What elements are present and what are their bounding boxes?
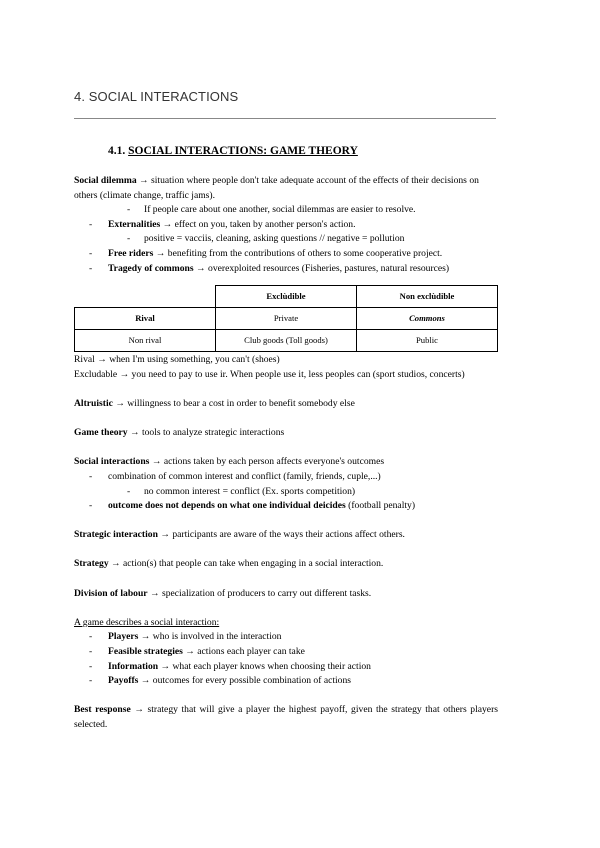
term: Payoffs [108, 675, 139, 687]
section-name: SOCIAL INTERACTIONS: GAME THEORY [128, 145, 358, 157]
list-item [74, 630, 498, 645]
term: Excludable [74, 368, 118, 380]
definition: overexploited resources (Fisheries, pastures, natural resources) [205, 262, 450, 274]
table-cell: Public [357, 330, 498, 352]
arrow-symbol: → [129, 427, 140, 439]
term: Social interactions [74, 456, 150, 468]
list-item [74, 499, 498, 514]
definition: outcomes for every possible combination of actions [150, 675, 351, 687]
rival-definition [74, 353, 498, 368]
list-item [74, 262, 498, 277]
list-item-text: no common interest = conflict (Ex. sports competition) [144, 485, 356, 497]
chapter-title: 4. SOCIAL INTERACTIONS [74, 89, 239, 104]
arrow-symbol: → [160, 529, 170, 541]
list-item-text: positive = vacciis, cleaning, asking questions // negative = pollution [144, 233, 405, 245]
arrow-symbol: → [119, 368, 130, 380]
table-cell: Club goods (Toll goods) [216, 330, 357, 352]
list-item [74, 660, 498, 675]
definition: actions taken by each person affects everyone's outcomes [161, 456, 385, 468]
definition: who is involved in the interaction [150, 631, 282, 643]
bullet-dash: - [127, 485, 131, 497]
social-interactions-definition [74, 455, 498, 470]
arrow-symbol: → [149, 587, 160, 599]
term: Players [108, 631, 139, 643]
definition: you need to pay to use ir. When people use it, less peoples can (sport studios, concerts) [129, 368, 465, 380]
bullet-dash: - [89, 470, 93, 482]
list-item [74, 674, 498, 689]
table-header-row [75, 286, 498, 308]
table-cell: Commons [357, 308, 498, 330]
arrow-symbol: → [196, 262, 206, 274]
bullet-dash: - [127, 233, 131, 245]
term: Strategic interaction [74, 529, 158, 541]
arrow-symbol: → [160, 660, 171, 672]
definition: actions each player can take [194, 646, 305, 658]
table-cell: Private [216, 308, 357, 330]
list-item [74, 470, 498, 485]
term: Feasible strategies [108, 646, 183, 658]
document-body [74, 174, 498, 733]
arrow-symbol: → [185, 646, 195, 658]
arrow-symbol: → [140, 631, 151, 643]
arrow-symbol: → [155, 247, 166, 259]
goods-classification-table [74, 285, 498, 352]
social-dilemma-definition [74, 174, 498, 203]
term: Game theory [74, 427, 128, 439]
altruistic-definition [74, 397, 498, 412]
list-item [74, 203, 498, 218]
arrow-symbol: → [140, 675, 151, 687]
list-item [74, 485, 498, 500]
definition: tools to analyze strategic interactions [139, 427, 285, 439]
arrow-symbol: → [111, 558, 121, 570]
section-title [108, 145, 358, 157]
arrow-symbol: → [134, 704, 144, 716]
arrow-symbol: → [139, 175, 149, 186]
term: Division of labour [74, 587, 148, 599]
bullet-dash: - [89, 660, 93, 672]
term: Best response [74, 704, 131, 716]
game-theory-definition [74, 426, 498, 441]
table-row-header: Rival [75, 308, 216, 330]
list-item [74, 232, 498, 247]
bullet-dash: - [89, 500, 93, 512]
term: Externalities [108, 218, 161, 230]
list-item [74, 247, 498, 262]
definition: effect on you, taken by another person's action. [172, 218, 356, 230]
table-row [75, 308, 498, 330]
list-item [74, 645, 498, 660]
arrow-symbol: → [97, 354, 107, 366]
strategic-interaction-definition [74, 528, 498, 543]
table-header-cell: Exclùdible [216, 286, 357, 308]
best-response-definition [74, 703, 498, 732]
definition: strategy that will give a player the highest payoff, given the strategy that others players selected. [74, 704, 498, 730]
term: Free riders [108, 247, 154, 259]
bullet-dash: - [89, 262, 93, 274]
list-item-bold-text: outcome does not depends on what one individual deicides [108, 500, 346, 512]
table-header-cell: Non exclùdible [357, 286, 498, 308]
definition: participants are aware of the ways their actions affect others. [169, 529, 405, 541]
table-row [75, 330, 498, 352]
table-row-header: Non rival [75, 330, 216, 352]
term: Tragedy of commons [108, 262, 194, 274]
strategy-definition [74, 557, 498, 572]
list-item-text: combination of common interest and conflict (family, friends, cuple,...) [108, 470, 381, 482]
list-item-text: (football penalty) [345, 500, 416, 512]
section-number: 4.1. [108, 145, 126, 157]
table-corner-cell [75, 286, 216, 308]
arrow-symbol: → [115, 397, 125, 409]
bullet-dash: - [89, 646, 93, 658]
term: Strategy [74, 558, 109, 570]
term: Altruistic [74, 397, 113, 409]
definition: when I'm using something, you can't (shoes) [106, 354, 280, 366]
arrow-symbol: → [162, 218, 173, 230]
arrow-symbol: → [151, 456, 162, 468]
bullet-dash: - [89, 218, 93, 230]
list-item [74, 218, 498, 233]
division-of-labour-definition [74, 587, 498, 602]
definition: benefiting from the contributions of others to some cooperative project. [165, 247, 443, 259]
bullet-dash: - [89, 631, 93, 643]
definition: situation where people don't take adequate account of the effects of their decisions on others (climate change, traffic jams). [74, 175, 479, 201]
definition: what each player knows when choosing their action [170, 660, 371, 672]
bullet-dash: - [89, 247, 93, 259]
title-divider [74, 118, 496, 119]
term: Rival [74, 354, 95, 366]
game-heading: A game describes a social interaction: [74, 616, 220, 628]
definition: action(s) that people can take when engaging in a social interaction. [120, 558, 384, 570]
definition: specialization of producers to carry out different tasks. [159, 587, 372, 599]
definition: willingness to bear a cost in order to benefit somebody else [124, 397, 355, 409]
term: Information [108, 660, 159, 672]
excludable-definition [74, 368, 498, 383]
list-item-text: If people care about one another, social dilemmas are easier to resolve. [144, 204, 416, 216]
bullet-dash: - [127, 204, 131, 216]
term: Social dilemma [74, 175, 137, 186]
bullet-dash: - [89, 675, 93, 687]
